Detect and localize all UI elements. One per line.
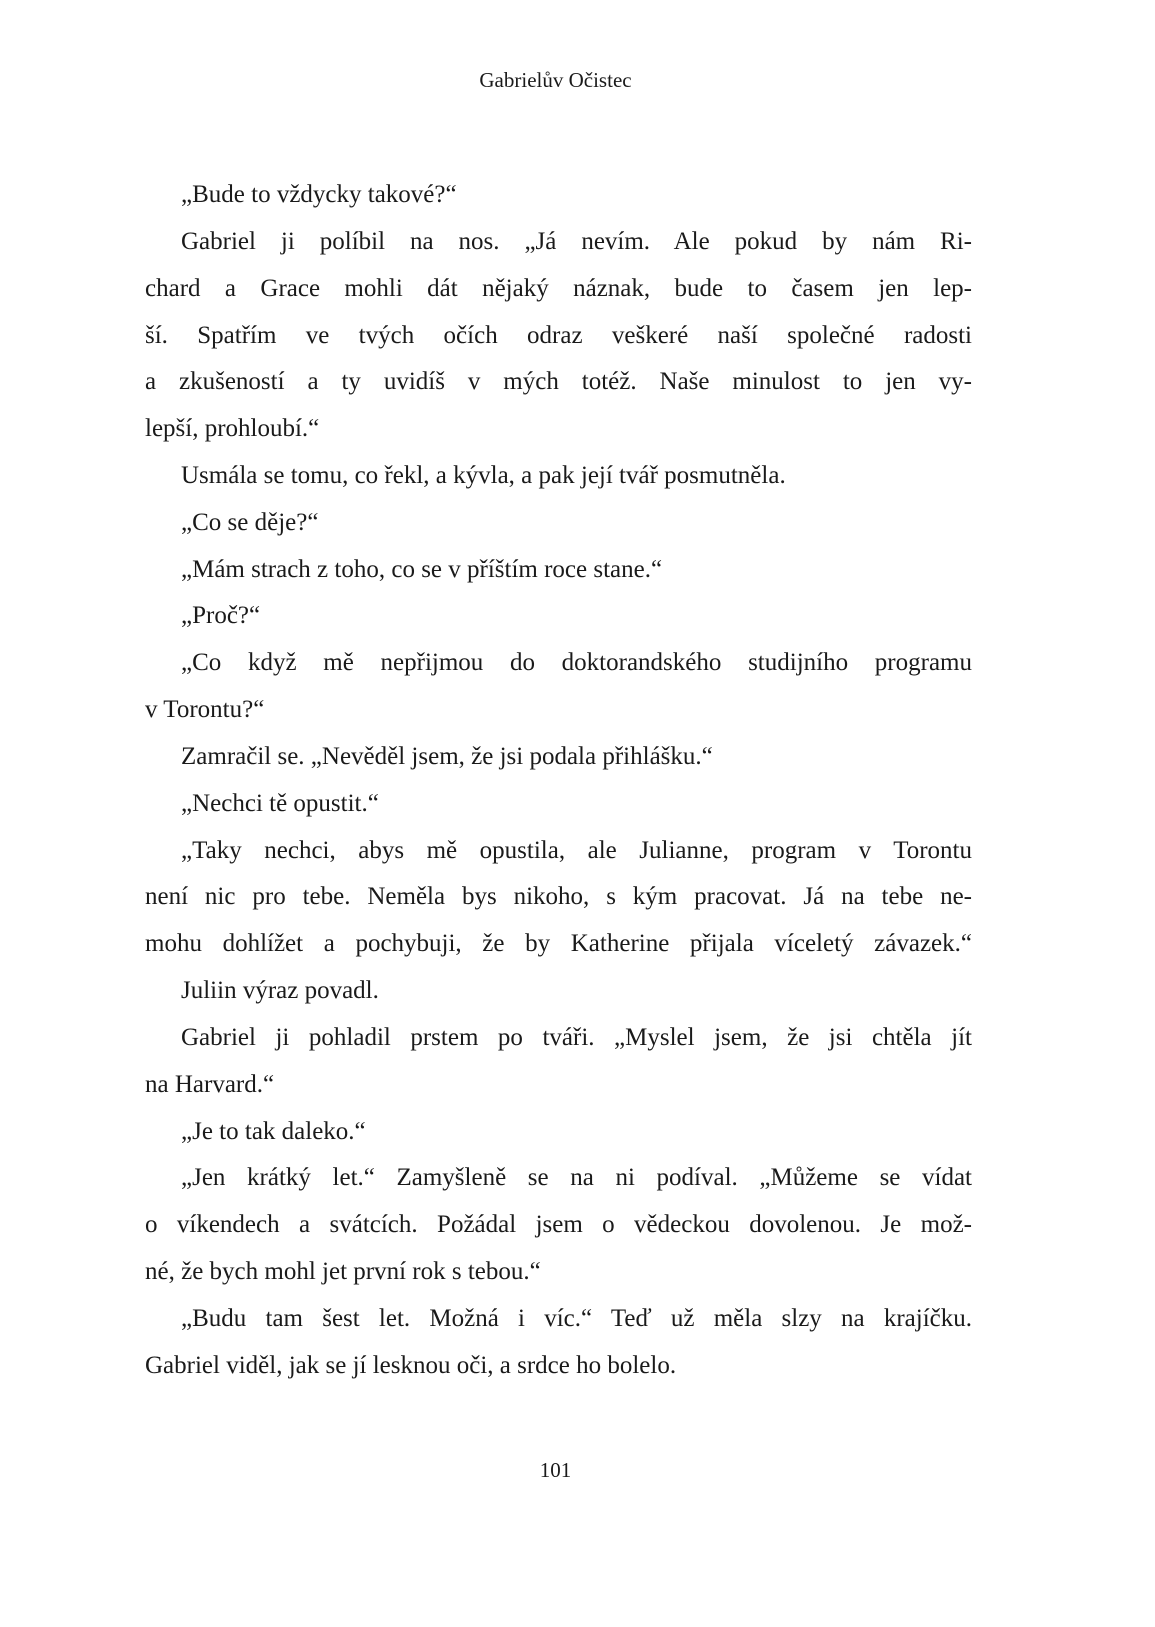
text-line: Zamračil se. „Nevěděl jsem, že jsi podala přihlášku.“ (181, 743, 713, 770)
page-number: 101 (539, 1458, 572, 1482)
text-line: Usmála se tomu, co řekl, a kývla, a pak její tvář posmutněla. (181, 462, 786, 489)
text-line: „Jen krátký let.“ Zamyšleně se na ni podíval. „Můžeme se vídat (181, 1164, 972, 1191)
text-line: chard a Grace mohli dát nějaký náznak, bude to časem jen lep- (145, 275, 972, 302)
running-header: Gabrielův Očistec (479, 68, 632, 92)
text-line: není nic pro tebe. Neměla bys nikoho, s kým pracovat. Já na tebe ne- (145, 883, 972, 910)
text-line: na Harvard.“ (145, 1071, 275, 1098)
text-line: né, že bych mohl jet první rok s tebou.“ (145, 1258, 541, 1285)
text-line: ší. Spatřím ve tvých očích odraz veškeré naší společné radosti (145, 322, 972, 349)
text-line: Gabriel ji políbil na nos. „Já nevím. Ale pokud by nám Ri- (181, 228, 972, 255)
text-line: „Je to tak daleko.“ (181, 1118, 366, 1145)
text-line: „Bude to vždycky takové?“ (181, 181, 457, 208)
text-line: o víkendech a svátcích. Požádal jsem o vědeckou dovolenou. Je mož- (145, 1211, 972, 1238)
text-line: Juliin výraz povadl. (181, 977, 379, 1004)
text-line: „Co se děje?“ (181, 509, 319, 536)
text-line: „Taky nechci, abys mě opustila, ale Julianne, program v Torontu (181, 837, 972, 864)
text-line: „Proč?“ (181, 602, 261, 629)
text-line: „Budu tam šest let. Možná i víc.“ Teď už měla slzy na krajíčku. (181, 1305, 972, 1332)
text-line: a zkušeností a ty uvidíš v mých totéž. Naše minulost to jen vy- (145, 368, 972, 395)
text-line: Gabriel ji pohladil prstem po tváři. „Myslel jsem, že jsi chtěla jít (181, 1024, 972, 1051)
text-line: „Mám strach z toho, co se v příštím roce stane.“ (181, 556, 663, 583)
text-line: „Nechci tě opustit.“ (181, 790, 379, 817)
text-line: „Co když mě nepřijmou do doktorandského studijního programu (181, 649, 972, 676)
text-line: lepší, prohloubí.“ (145, 415, 320, 442)
text-line: mohu dohlížet a pochybuji, že by Katherine přijala víceletý závazek.“ (145, 930, 972, 957)
text-line: Gabriel viděl, jak se jí lesknou oči, a srdce ho bolelo. (145, 1352, 677, 1379)
text-line: v Torontu?“ (145, 696, 265, 723)
